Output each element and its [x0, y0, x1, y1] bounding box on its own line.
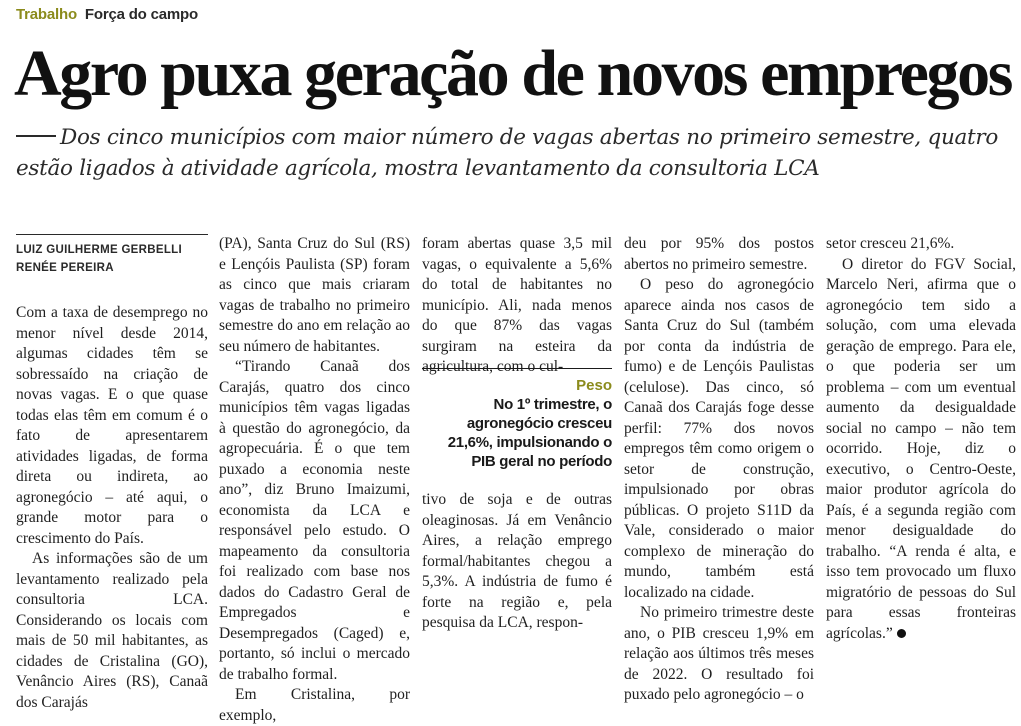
byline-author-1: LUIZ GUILHERME GERBELLI — [16, 244, 182, 256]
article-column-4 — [624, 234, 814, 703]
paragraph: Com a taxa de desemprego no menor nível desde 2014, algumas cidades têm se sobressaído na criação de novas vagas. E o que quase todas elas têm em comum é o fato de apresentarem atividades ligadas, de forma direta ou indireta, ao agronegócio – até aqui, o grande motor para o crescimento do País. — [16, 304, 208, 547]
paragraph: foram abertas quase 3,5 mil vagas, o equivalente a 5,6% do total de habitantes no município. Ali, nada menos do que 87% das vagas surgiram na esteira da agricultura, com o cul- — [422, 235, 612, 375]
paragraph: setor cresceu 21,6%. — [826, 235, 955, 252]
pullquote — [422, 364, 612, 470]
article-column-3-bottom — [422, 490, 612, 631]
paragraph: “Tirando Canaã dos Carajás, quatro dos cinco municípios têm vagas ligadas à questão do agronegócio, da agropecuária. É o que tem puxado a economia neste ano”, diz Bruno Imaizumi, economista da LCA e responsável pelo estudo. O mapeamento da consultoria foi realizado com base nos dados do Cadastro Geral de Empregados e Desempregados (Caged) e, portanto, só inclui o mercado de trabalho formal. — [219, 358, 410, 683]
dek — [16, 122, 1006, 184]
paragraph-text: O diretor do FGV Social, Marcelo Neri, afirma que o agronegócio tem sido a solução, com uma elevada geração de emprego. Para ele, o que poderia ser um problema – com um eventual aumento da desigualdade social no campo – não tem ocorrido. Hoje, diz o executivo, o Centro-Oeste, maior produtor agrícola do País, é a segunda região com menor desigualdade do trabalho. “A renda é alta, e isso tem provocado um fluxo migratório de pessoas do Sul para essas fronteiras agrícolas.” — [826, 255, 1016, 642]
paragraph: O peso do agronegócio aparece ainda nos casos de Santa Cruz do Sul (também por conta da indústria de fumo) e de Lençóis Paulistas (celulose). Das cinco, só Canaã dos Carajás foge desse perfil: 77% dos novos empregos têm como origem o setor de construção, impulsionado por obras públicas. O projeto S11D da Vale, considerado o maior complexo de mineração do mundo, também está localizado na cidade. — [624, 276, 814, 601]
dek-dash — [16, 135, 56, 137]
subsection-label: Força do campo — [84, 6, 198, 23]
paragraph: tivo de soja e de outras oleaginosas. Já em Venâncio Aires, a relação emprego formal/habitantes chegou a 5,3%. A indústria de fumo é forte na região e, pela pesquisa da LCA, respon- — [422, 491, 612, 631]
pullquote-label: Peso — [576, 377, 612, 394]
pullquote-box — [422, 368, 612, 471]
byline-rule — [16, 234, 208, 235]
paragraph — [826, 255, 1016, 645]
paragraph: (PA), Santa Cruz do Sul (RS) e Lençóis Paulista (SP) foram as cinco que mais criaram vagas de trabalho no primeiro semestre do ano em relação ao seu número de habitantes. — [219, 235, 410, 355]
end-of-article-icon — [897, 629, 906, 638]
paragraph: deu por 95% dos postos abertos no primeiro semestre. — [624, 235, 814, 273]
article-column-3-top — [422, 234, 612, 375]
dek-text: Dos cinco municípios com maior número de vagas abertas no primeiro semestre, quatro estão ligados à atividade agrícola, mostra levantamento da consultoria LCA — [16, 125, 998, 181]
section-label: Trabalho — [16, 6, 77, 23]
byline-author-2: RENÉE PEREIRA — [16, 262, 114, 274]
section-kicker — [16, 6, 198, 23]
article-column-1 — [16, 234, 208, 711]
paragraph: No primeiro trimestre deste ano, o PIB cresceu 1,9% em relação aos últimos três meses de 2022. O resultado foi puxado pelo agronegócio – o — [624, 604, 814, 703]
paragraph: As informações são de um levantamento realizado pela consultoria LCA. Considerando os locais com mais de 50 mil habitantes, as cidades de Cristalina (GO), Venâncio Aires (RS), Canaã dos Carajás — [16, 550, 208, 711]
pullquote-text: No 1º trimestre, o agronegócio cresceu 21,6%, impulsionando o PIB geral no período — [447, 396, 612, 470]
headline: Agro puxa geração de novos empregos — [14, 37, 1012, 110]
article-column-5 — [826, 234, 1016, 642]
paragraph: Em Cristalina, por exemplo, — [219, 686, 410, 724]
article-column-2 — [219, 234, 410, 724]
